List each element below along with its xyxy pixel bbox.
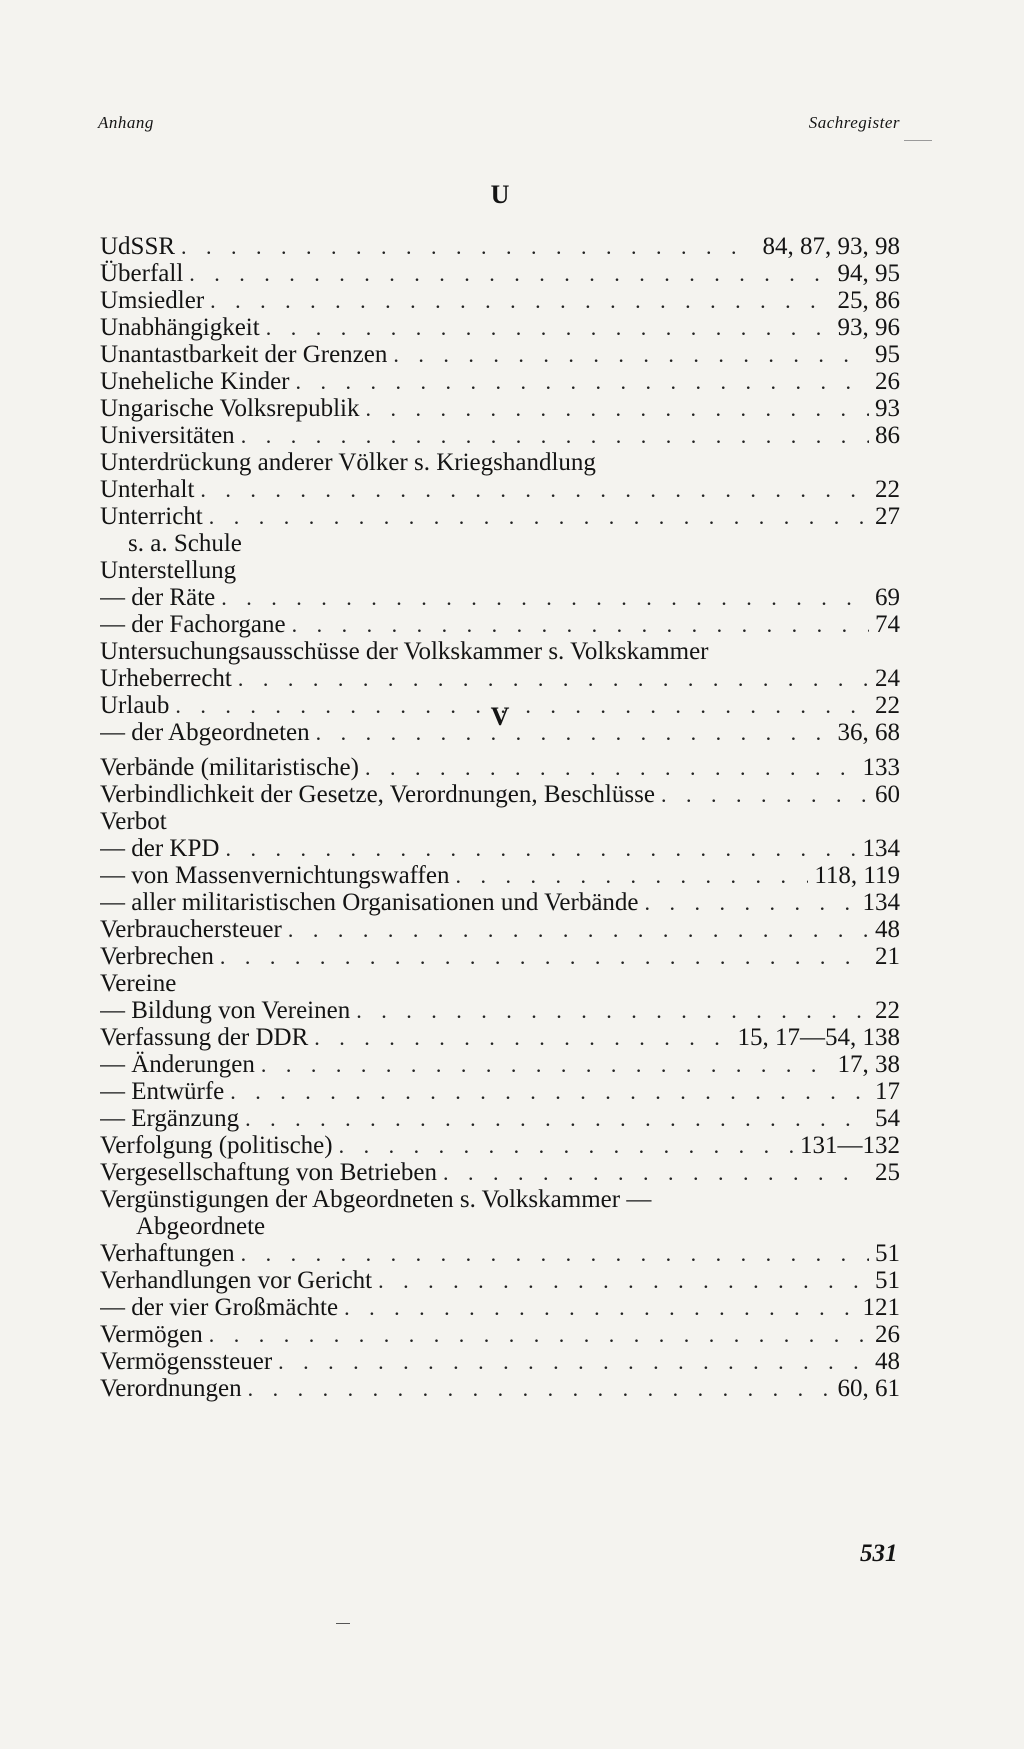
dot-leader <box>230 1078 869 1105</box>
entry-term: Verordnungen <box>100 1375 242 1402</box>
entry-term: Verfolgung (politische) <box>100 1132 333 1159</box>
index-entry <box>100 395 900 422</box>
index-entry <box>100 916 900 943</box>
entry-term: — der Abgeordneten <box>100 719 310 746</box>
entry-term: Verbände (militaristische) <box>100 754 359 781</box>
entry-list <box>100 754 900 1402</box>
entry-term: Universitäten <box>100 422 235 449</box>
entry-pages: 121 <box>862 1294 900 1321</box>
dot-leader <box>393 341 869 368</box>
index-entry <box>100 1348 900 1375</box>
dot-leader <box>261 1051 832 1078</box>
entry-term: Verfassung der DDR <box>100 1024 309 1051</box>
entry-term: — aller militaristischen Organisationen und Verbände <box>100 889 639 916</box>
index-entry <box>100 503 900 530</box>
entry-term: Ungarische Volksrepublik <box>100 395 360 422</box>
dot-leader <box>365 395 869 422</box>
index-entry <box>100 943 900 970</box>
entry-pages: 84, 87, 93, 98 <box>762 233 900 260</box>
entry-term: — Änderungen <box>100 1051 255 1078</box>
entry-pages: 74 <box>875 611 900 638</box>
entry-pages: 86 <box>875 422 900 449</box>
entry-term: Unterricht <box>100 503 203 530</box>
page-number: 531 <box>860 1540 898 1567</box>
index-entry <box>100 530 900 557</box>
entry-term: Überfall <box>100 260 184 287</box>
index-entry <box>100 584 900 611</box>
dot-leader <box>288 916 869 943</box>
index-entry <box>100 1213 900 1240</box>
dot-leader <box>225 835 856 862</box>
index-entry <box>100 1240 900 1267</box>
entry-term: Vergesellschaftung von Betrieben <box>100 1159 437 1186</box>
entry-term: s. a. Schule <box>128 530 242 557</box>
dot-leader <box>455 862 808 889</box>
entry-pages: 60 <box>875 781 900 808</box>
entry-term: Verbrechen <box>100 943 214 970</box>
entry-term: Unterstellung <box>100 557 237 584</box>
index-entry <box>100 665 900 692</box>
entry-pages: 17 <box>875 1078 900 1105</box>
dot-leader <box>296 368 869 395</box>
index-entry <box>100 476 900 503</box>
entry-term: Umsiedler <box>100 287 205 314</box>
dot-leader <box>248 1375 832 1402</box>
index-entry <box>100 260 900 287</box>
entry-term: Verbindlichkeit der Gesetze, Verordnungen, Beschlüsse <box>100 781 655 808</box>
index-entry <box>100 314 900 341</box>
index-entry <box>100 970 900 997</box>
dot-leader <box>661 781 869 808</box>
entry-term: Uneheliche Kinder <box>100 368 290 395</box>
entry-pages: 24 <box>875 665 900 692</box>
index-entry <box>100 862 900 889</box>
index-entry <box>100 287 900 314</box>
entry-term: — der vier Großmächte <box>100 1294 339 1321</box>
index-entry <box>100 754 900 781</box>
entry-pages: 25, 86 <box>837 287 900 314</box>
index-entry <box>100 1132 900 1159</box>
entry-term: Verbrauchersteuer <box>100 916 282 943</box>
index-entry <box>100 557 900 584</box>
entry-pages: 133 <box>862 754 900 781</box>
entry-pages: 27 <box>875 503 900 530</box>
dot-leader <box>645 889 857 916</box>
index-entry <box>100 889 900 916</box>
entry-term: Unterhalt <box>100 476 195 503</box>
index-entry <box>100 233 900 260</box>
entry-term: UdSSR <box>100 233 176 260</box>
dot-leader <box>278 1348 869 1375</box>
index-entry <box>100 422 900 449</box>
entry-pages: 26 <box>875 1321 900 1348</box>
dot-leader <box>378 1267 869 1294</box>
dot-leader <box>365 754 857 781</box>
dot-leader <box>210 287 831 314</box>
entry-term: — der Räte <box>100 584 216 611</box>
dot-leader <box>238 665 869 692</box>
entry-term: Verhaftungen <box>100 1240 235 1267</box>
entry-pages: 51 <box>875 1240 900 1267</box>
index-entry <box>100 368 900 395</box>
entry-pages: 134 <box>862 889 900 916</box>
section-letter: U <box>490 180 510 209</box>
index-entry <box>100 1078 900 1105</box>
index-entry <box>100 1267 900 1294</box>
index-entry <box>100 1105 900 1132</box>
entry-term: Verhandlungen vor Gericht <box>100 1267 373 1294</box>
entry-pages: 94, 95 <box>837 260 900 287</box>
index-entry <box>100 1321 900 1348</box>
entry-term: Vereine <box>100 970 177 997</box>
entry-pages: 60, 61 <box>837 1375 900 1402</box>
entry-pages: 25 <box>875 1159 900 1186</box>
dot-leader <box>292 611 869 638</box>
entry-term: Vermögenssteuer <box>100 1348 273 1375</box>
entry-pages: 131—132 <box>800 1132 900 1159</box>
footer-mark <box>336 1623 350 1624</box>
entry-term: Unantastbarkeit der Grenzen <box>100 341 388 368</box>
header-mark <box>904 140 932 141</box>
dot-leader <box>339 1132 794 1159</box>
entry-term: Unabhängigkeit <box>100 314 260 341</box>
index-entry <box>100 1186 900 1213</box>
entry-pages: 134 <box>862 835 900 862</box>
entry-pages: 93 <box>875 395 900 422</box>
entry-pages: 36, 68 <box>837 719 900 746</box>
entry-pages: 22 <box>875 997 900 1024</box>
dot-leader <box>209 1321 869 1348</box>
index-entry <box>100 808 900 835</box>
entry-pages: 54 <box>875 1105 900 1132</box>
entry-term: Urheberrecht <box>100 665 232 692</box>
dot-leader <box>266 314 832 341</box>
dot-leader <box>209 503 869 530</box>
entry-pages: 48 <box>875 1348 900 1375</box>
dot-leader <box>356 997 869 1024</box>
header-right: Sachregister <box>808 113 900 132</box>
dot-leader <box>245 1105 869 1132</box>
entry-term: — Ergänzung <box>100 1105 240 1132</box>
entry-pages: 22 <box>875 476 900 503</box>
dot-leader <box>314 1024 731 1051</box>
section-letter: V <box>490 702 510 731</box>
index-entry <box>100 611 900 638</box>
index-entry <box>100 1159 900 1186</box>
entry-pages: 95 <box>875 341 900 368</box>
entry-term: Verbot <box>100 808 167 835</box>
dot-leader <box>221 584 869 611</box>
entry-term: — der KPD <box>100 835 220 862</box>
entry-term: — von Massenvernichtungswaffen <box>100 862 450 889</box>
entry-term: — Entwürfe <box>100 1078 225 1105</box>
entry-pages: 21 <box>875 943 900 970</box>
dot-leader <box>443 1159 869 1186</box>
entry-term: Urlaub <box>100 692 170 719</box>
entry-term: — Bildung von Vereinen <box>100 997 351 1024</box>
entry-term: Vermögen <box>100 1321 203 1348</box>
entry-pages: 48 <box>875 916 900 943</box>
entry-pages: 26 <box>875 368 900 395</box>
entry-term: — der Fachorgane <box>100 611 286 638</box>
index-entry <box>100 1024 900 1051</box>
entry-term: Untersuchungsausschüsse der Volkskammer s. Volkskammer <box>100 638 709 665</box>
index-entry <box>100 638 900 665</box>
index-entry <box>100 781 900 808</box>
entry-pages: 22 <box>875 692 900 719</box>
index-entry <box>100 997 900 1024</box>
entry-list <box>100 233 900 746</box>
entry-pages: 93, 96 <box>837 314 900 341</box>
index-entry <box>100 449 900 476</box>
dot-leader <box>200 476 869 503</box>
dot-leader <box>220 943 869 970</box>
entry-pages: 69 <box>875 584 900 611</box>
dot-leader <box>344 1294 856 1321</box>
entry-pages: 15, 17—54, 138 <box>737 1024 900 1051</box>
entry-pages: 17, 38 <box>837 1051 900 1078</box>
dot-leader <box>189 260 831 287</box>
dot-leader <box>241 1240 869 1267</box>
index-entry <box>100 1051 900 1078</box>
index-entry <box>100 835 900 862</box>
dot-leader <box>181 233 756 260</box>
header-left: Anhang <box>98 113 154 132</box>
dot-leader <box>241 422 869 449</box>
entry-pages: 118, 119 <box>814 862 900 889</box>
entry-term: Vergünstigungen der Abgeordneten s. Volkskammer — <box>100 1186 652 1213</box>
entry-pages: 51 <box>875 1267 900 1294</box>
entry-term: Unterdrückung anderer Völker s. Kriegshandlung <box>100 449 596 476</box>
entry-term: Abgeordnete <box>136 1213 266 1240</box>
index-entry <box>100 1375 900 1402</box>
index-entry <box>100 1294 900 1321</box>
index-entry <box>100 341 900 368</box>
